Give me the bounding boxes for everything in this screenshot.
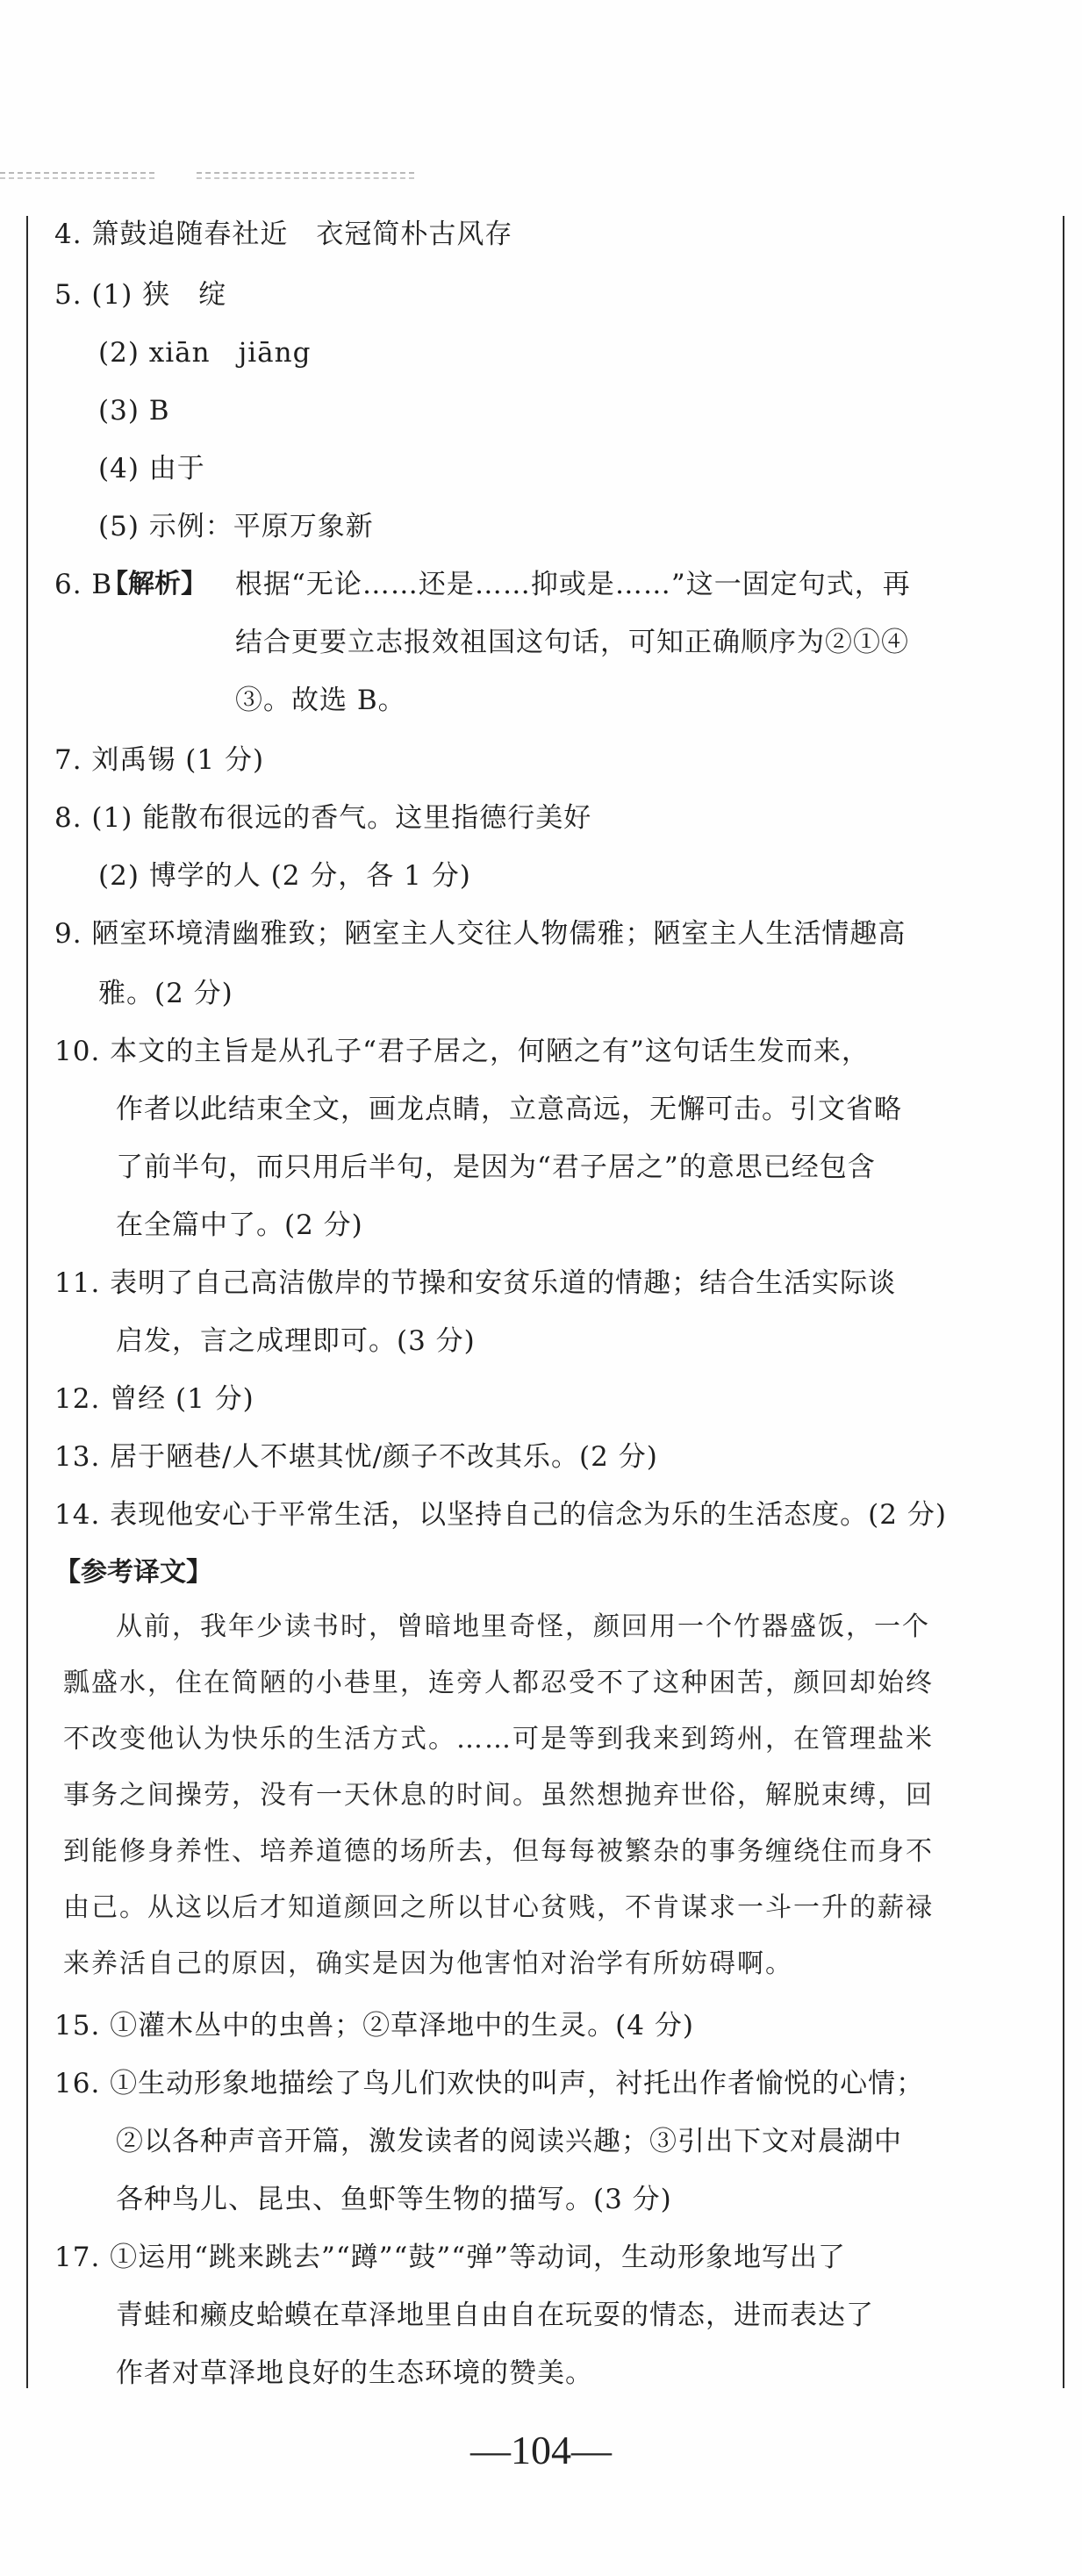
answer-line: 结合更要立志报效祖国这句话，可知正确顺序为②①④ [235, 627, 909, 658]
answer-line: 8. (1) 能散布很远的香气。这里指德行美好 [54, 802, 592, 834]
answer-line: 作者以此结束全文，画龙点睛，立意高远，无懈可击。引文省略 [116, 1094, 902, 1125]
header-divider [197, 172, 414, 179]
answer-line: (5) 示例：平原万象新 [98, 511, 374, 542]
translation-line: 到能修身养性、培养道德的场所去，但每每被繁杂的事务缠绕住而身不 [63, 1836, 934, 1867]
answer-line: 15. ①灌木丛中的虫兽；②草泽地中的生灵。(4 分) [54, 2010, 694, 2041]
answer-line: 6. B [54, 569, 113, 600]
answer-line: (2) 博学的人 (2 分，各 1 分) [98, 860, 471, 892]
answer-line: 13. 居于陋巷/人不堪其忧/颜子不改其乐。(2 分) [54, 1441, 658, 1473]
answer-line: ③。故选 B。 [235, 685, 406, 716]
answer-line: 作者对草泽地良好的生态环境的赞美。 [116, 2357, 593, 2389]
answer-line: 了前半句，而只用后半句，是因为“君子居之”的意思已经包含 [116, 1152, 876, 1183]
answer-line: 11. 表明了自己高洁傲岸的节操和安贫乐道的情趣；结合生活实际谈 [54, 1267, 897, 1299]
translation-line: 事务之间操劳，没有一天休息的时间。虽然想抛弃世俗，解脱束缚，回 [63, 1780, 934, 1811]
answer-line: 根据“无论……还是……抑或是……”这一固定句式，再 [235, 569, 911, 600]
answer-line: 4. 箫鼓追随春社近 衣冠简朴古风存 [54, 219, 513, 250]
answer-line: (2) xiān jiāng [98, 337, 312, 369]
answer-line: 青蛙和癞皮蛤蟆在草泽地里自由自在玩耍的情态，进而表达了 [116, 2300, 874, 2331]
answer-line: 9. 陋室环境清幽雅致；陋室主人交往人物儒雅；陋室主人生活情趣高 [54, 918, 906, 950]
left-border-line [26, 216, 28, 2388]
analysis-label: 【解析】 [102, 569, 207, 599]
translation-line: 来养活自己的原因，确实是因为他害怕对治学有所妨碍啊。 [63, 1948, 793, 1979]
answer-line: (3) B [98, 395, 170, 427]
answer-line: 7. 刘禹锡 (1 分) [54, 744, 265, 776]
answer-line: 17. ①运用“跳来跳去”“蹲”“鼓”“弹”等动词，生动形象地写出了 [54, 2242, 846, 2273]
answer-line: 12. 曾经 (1 分) [54, 1383, 254, 1415]
answer-line: 在全篇中了。(2 分) [116, 1209, 363, 1241]
answer-line: 14. 表现他安心于平常生活，以坚持自己的信念为乐的生活态度。(2 分) [54, 1499, 947, 1531]
reference-translation-label: 【参考译文】 [54, 1557, 212, 1588]
translation-line: 从前，我年少读书时，曾暗地里奇怪，颜回用一个竹器盛饭，一个 [116, 1611, 930, 1642]
header-divider [0, 172, 154, 179]
translation-line: 不改变他认为快乐的生活方式。……可是等到我来到筠州，在管理盐米 [63, 1724, 934, 1754]
answer-line: 启发，言之成理即可。(3 分) [116, 1325, 476, 1357]
answer-line: 各种鸟儿、昆虫、鱼虾等生物的描写。(3 分) [116, 2184, 672, 2215]
translation-line: 瓢盛水，住在简陋的小巷里，连旁人都忍受不了这种困苦，颜回却始终 [63, 1668, 934, 1698]
answer-line: 5. (1) 狭 绽 [54, 279, 227, 311]
answer-line: 雅。(2 分) [98, 978, 233, 1009]
page-number: —104— [470, 2428, 612, 2472]
right-border-line [1063, 216, 1064, 2388]
answer-line: 16. ①生动形象地描绘了鸟儿们欢快的叫声，衬托出作者愉悦的心情； [54, 2068, 925, 2099]
answer-line: 10. 本文的主旨是从孔子“君子居之，何陋之有”这句话生发而来， [54, 1036, 870, 1067]
answer-line: (4) 由于 [98, 453, 205, 484]
answer-line: ②以各种声音开篇，激发读者的阅读兴趣；③引出下文对晨湖中 [116, 2126, 902, 2157]
translation-line: 由己。从这以后才知道颜回之所以甘心贫贱，不肯谋求一斗一升的薪禄 [63, 1892, 934, 1923]
